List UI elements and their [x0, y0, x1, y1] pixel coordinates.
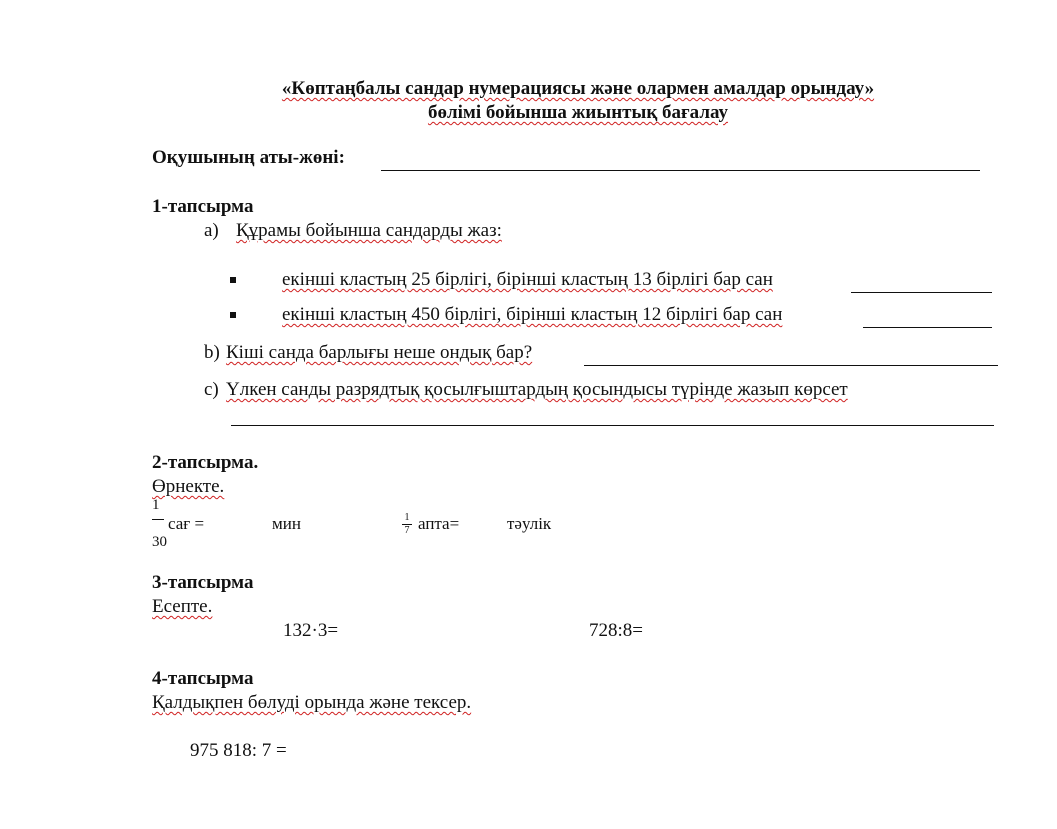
fraction-2-denominator: 7 — [404, 525, 410, 536]
task3-instruction: Есепте. — [152, 596, 213, 617]
task3-heading: 3-тапсырма — [152, 572, 254, 593]
fraction-1-unit: сағ = — [168, 514, 205, 533]
page-title — [0, 78, 1057, 100]
task4-expression: 975 818: 7 = — [190, 740, 287, 761]
title-line-1: «Көптаңбалы сандар нумерациясы және олармен амалдар орындау» — [281, 78, 875, 99]
task1-bullet-2: екінші кластың 450 бірлігі, бірінші кластың 12 бірлігі бар сан — [282, 304, 783, 325]
fraction-2-numerator: 1 — [404, 512, 410, 523]
task1-a-text: Құрамы бойынша сандарды жаз: — [236, 220, 502, 241]
task1-c-text: Үлкен санды разрядтық қосылғыштардың қосындысы түрінде жазып көрсет — [226, 379, 848, 400]
task1-b-marker: b) — [204, 342, 220, 363]
bullet-marker — [230, 277, 236, 283]
task3-expression-2: 728:8= — [589, 620, 643, 641]
task1-heading: 1-тапсырма — [152, 196, 254, 217]
page-subtitle — [0, 102, 1057, 124]
student-name-label: Оқушының аты-жөні: — [152, 147, 345, 168]
task1-c-blank[interactable] — [231, 425, 994, 426]
task4-instruction: Қалдықпен бөлуді орында және тексер. — [152, 692, 472, 713]
task4-heading: 4-тапсырма — [152, 668, 254, 689]
task1-bullet-1-blank[interactable] — [851, 292, 992, 293]
fraction-2-unit: апта= — [418, 514, 460, 533]
task1-bullet-2-blank[interactable] — [863, 327, 992, 328]
fraction-1-result-unit: мин — [272, 514, 301, 533]
task1-b-blank[interactable] — [584, 365, 998, 366]
fraction-1-numerator: 1 — [152, 497, 160, 513]
fraction-1-denominator: 30 — [152, 534, 167, 550]
task1-bullet-1: екінші кластың 25 бірлігі, бірінші кластың 13 бірлігі бар сан — [282, 269, 773, 290]
fraction-2-result-unit: тәулік — [507, 514, 552, 533]
task2-instruction: Өрнекте. — [152, 476, 225, 497]
bullet-marker — [230, 312, 236, 318]
task2-heading: 2-тапсырма. — [152, 452, 259, 473]
fraction-1-bar — [152, 519, 164, 520]
task1-a-marker: а) — [204, 220, 219, 241]
student-name-blank[interactable] — [381, 170, 980, 171]
title-line-2: бөлімі бойынша жиынтық бағалау — [427, 102, 729, 123]
task1-c-marker: c) — [204, 379, 219, 400]
task1-b-text: Кіші санда барлығы неше ондық бар? — [226, 342, 533, 363]
task3-expression-1: 132·3= — [283, 620, 339, 641]
